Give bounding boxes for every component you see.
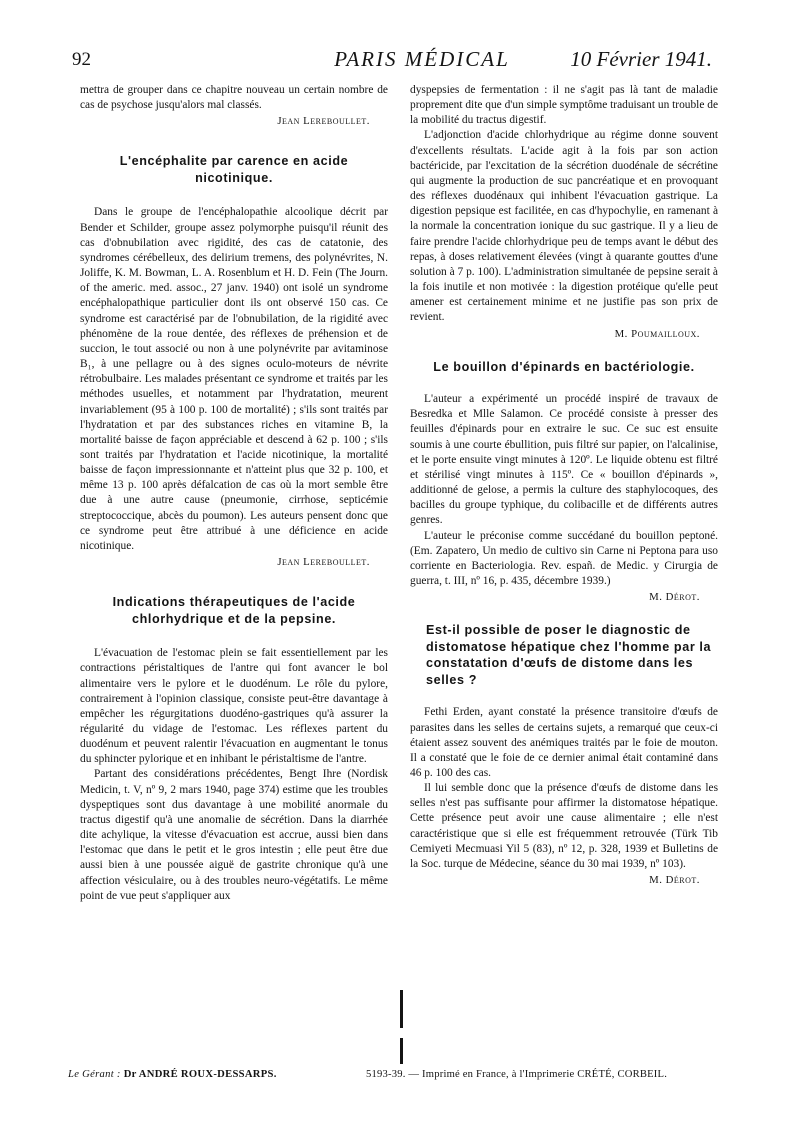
acide-signature: M. Poumailloux.	[614, 327, 700, 340]
distomatose-signature: M. Dérot.	[649, 874, 700, 887]
gerant-label: Le Gérant :	[68, 1069, 121, 1080]
acide-paragraph-1: L'évacuation de l'estomac plein se fait essentiellement par les contractions péristaltiques de l'antre qui font avancer le bol alimentaire vers le pylore et le duodénum. Le rôle du pylore, contrairement à l'opinion classique, consiste peut-être davantage à empêcher les régurgitations duodéno-gastriques qu'à assurer la régularité du vidage de l'estomac. Les réflexes partent du duodénum et peuvent ralentir l'évacuation en augmentant le tonus du sphincter pylorique et en inhibant le péristaltisme de l'antre.	[80, 647, 388, 766]
distomatose-paragraph-2: Il lui semble donc que la présence d'œufs de distome dans les selles n'est pas suffisante pour affirmer la distomatose hépatique. Cette présence peut avoir une cause alimentaire ; elle n'est caractéristique que si elle est fréquemment retrouvée (Türk Tib Cemiyeti Mecmuasi Yil 5 (83), nº 12, p. 328, 1939 et Bulletins de la Soc. turque de Médecine, séance du 30 mai 1939, nº 103).	[410, 782, 718, 870]
intro-signature: Jean Lereboullet.	[277, 115, 370, 128]
article-title-distomatose: Est-il possible de poser le diagnostic de distomatose hépatique chez l'homme par la constatation d'œufs de distome dans les selles ?	[426, 623, 712, 687]
page-number: 92	[72, 49, 91, 70]
bouillon-signature: M. Dérot.	[649, 591, 700, 604]
margin-mark-bar	[400, 990, 403, 1028]
issue-date: 10 Février 1941.	[570, 47, 712, 71]
acide-paragraph-2: Partant des considérations précédentes, Bengt Ihre (Nordisk Medicin, t. V, nº 9, 2 mars 1940, page 374) estime que les troubles dyspeptiques sont dus davantage à une mobilité anormale du tractus digestif qu'à une anomalie de sécrétion. Dans la diarrhée dite achylique, la vitesse d'évacuation est accrue, aussi bien dans l'estomac que dans le petit et le gros intestin ; elle peut être due aussi bien à une poussée aiguë de gastrite chronique qu'à une affection vésiculaire, ou à des troubles neuro-végétatifs. Le même point de vue peut s'appliquer aux	[80, 768, 388, 902]
encephalite-signature: Jean Lereboullet.	[277, 556, 370, 569]
intro-paragraph: mettra de grouper dans ce chapitre nouveau un certain nombre de cas de psychose jusqu'alors mal classés.	[80, 84, 388, 112]
acide-paragraph-continued: dyspepsies de fermentation : il ne s'agit pas là tant de maladie proprement dite que d'un simple symptôme traduisant un trouble de la mobilité du tractus digestif.	[410, 84, 718, 127]
article-title-bouillon-epinards: Le bouillon d'épinards en bactériologie.	[433, 359, 695, 374]
page-footer	[68, 1069, 728, 1089]
gerant-name: Dr ANDRÉ ROUX-DESSARPS.	[123, 1069, 277, 1080]
margin-mark-bar	[400, 1038, 403, 1064]
article-title-acide-chlorhydrique: Indications thérapeutiques de l'acide chlorhydrique et de la pepsine.	[112, 595, 356, 626]
bouillon-paragraph-2: L'auteur le préconise comme succédané du bouillon peptoné. (Em. Zapatero, Un medio de cultivo sin Carne ni Peptona para uso corriente en Bacteriologia. Rev. españ. de Medic. y Cirurgia de guerra, t. III, nº 16, p. 435, décembre 1939.)	[410, 529, 718, 588]
acide-paragraph-3: L'adjonction d'acide chlorhydrique au régime donne souvent d'excellents résultats. L'acide agit à la fois par son action bactéricide, par l'excitation de la sécrétion duodénale de sécrétine qui augmente la production de suc pancréatique et en provoquant des réflexes duodénaux qui inhibent l'évacuation gastrique. La digestion pepsique est facilitée, en cas d'hypochylie, en ramenant à la normale la concentration ionique du suc gastrique. Il y a lieu de faire prendre l'acide chlorhydrique peu de temps avant le début des repas, à doses relativement élevées (vingt à quarante gouttes d'une solution à 7 p. 100). L'administration simultanée de pepsine serait à la fois inutile et non motivée : la digestion protéique qu'elle peut amener est certainement minime et ne justifie pas son prix de revient.	[410, 129, 718, 324]
gerant-line	[68, 1069, 277, 1080]
page-header	[72, 47, 712, 75]
article-title-encephalite: L'encéphalite par carence en acide nicotinique.	[119, 154, 349, 185]
distomatose-paragraph-1: Fethi Erden, ayant constaté la présence transitoire d'œufs de parasites dans les selles de certains sujets, a remarqué que ceux-ci étaient assez souvent des anémiques traités par le foie de mouton. Il a constaté que le foie de ce dernier animal était contaminé dans 46 p. 100 des cas.	[410, 706, 718, 779]
journal-title: PARIS MÉDICAL	[334, 47, 510, 71]
right-column	[410, 83, 718, 888]
imprint-line: 5193-39. — Imprimé en France, à l'Imprimerie CRÉTÉ, CORBEIL.	[366, 1069, 668, 1080]
left-column	[80, 83, 388, 904]
bouillon-paragraph-1: L'auteur a expérimenté un procédé inspiré de travaux de Besredka et Mlle Salamon. Ce procédé consiste à presser des feuilles d'épinards pour en extraire le suc. Ce suc est ensuite soumis à une courte ébullition, puis filtré sur papier, on l'alcalinise, et le porte ensuite vingt minutes à 120º. Le liquide obtenu est filtré et stérilisé vingt minutes à 115º. Ce « bouillon d'épinards », additionné de gelose, a permis la culture des staphylocoques, des bacilles du groupe typhique, du colibacille et de différents autres genres.	[410, 393, 718, 527]
encephalite-paragraph: Dans le groupe de l'encéphalopathie alcoolique décrit par Bender et Schilder, groupe assez polymorphe puisqu'il réunit des cas d'obnubilation avec rigidité, des cas de catatonie, des syndromes cérébelleux, des delirium tremens, des polynévrites, N. Joliffe, K. M. Bowman, L. A. Rosenblum et H. D. Fein (The Journ. of the americ. med. assoc., 27 janv. 1940) ont isolé un syndrome encéphalopathique particulier dont ils ont observé 150 cas. Ce syndrome est caractérisé par de l'obnubilation, de la rigidité avec phénomène de la roue dentée, des réflexes de préhension et de succion, le tout associé ou non à une polynévrite par avitaminose B₁, à une pellagre ou à des signes oculo-moteurs de névrite rétrobulbaire. Les malades présentant ce syndrome et traités par les méthodes usuelles, et notamment par l'hydratation, meurent invariablement (95 à 100 p. 100 de mortalité) ; s'ils sont traités par l'hydratation et par des substances riches en vitamine B, la mortalité baisse de façon appréciable et descend à 62 p. 100 ; s'ils sont traités par l'hydratation et l'acide nicotinique, la mortalité baisse de façon impressionnante et n'atteint plus que 32 p. 100, et même 13 p. 100 après défalcation de cas où la mort semble être due à une autre cause (pneumonie, cirrhose, septicémie streptococcique, abcès du poumon). Les auteurs pensent donc que ce syndrome peut être attribué à une déficience en acide nicotinique.	[80, 206, 388, 552]
